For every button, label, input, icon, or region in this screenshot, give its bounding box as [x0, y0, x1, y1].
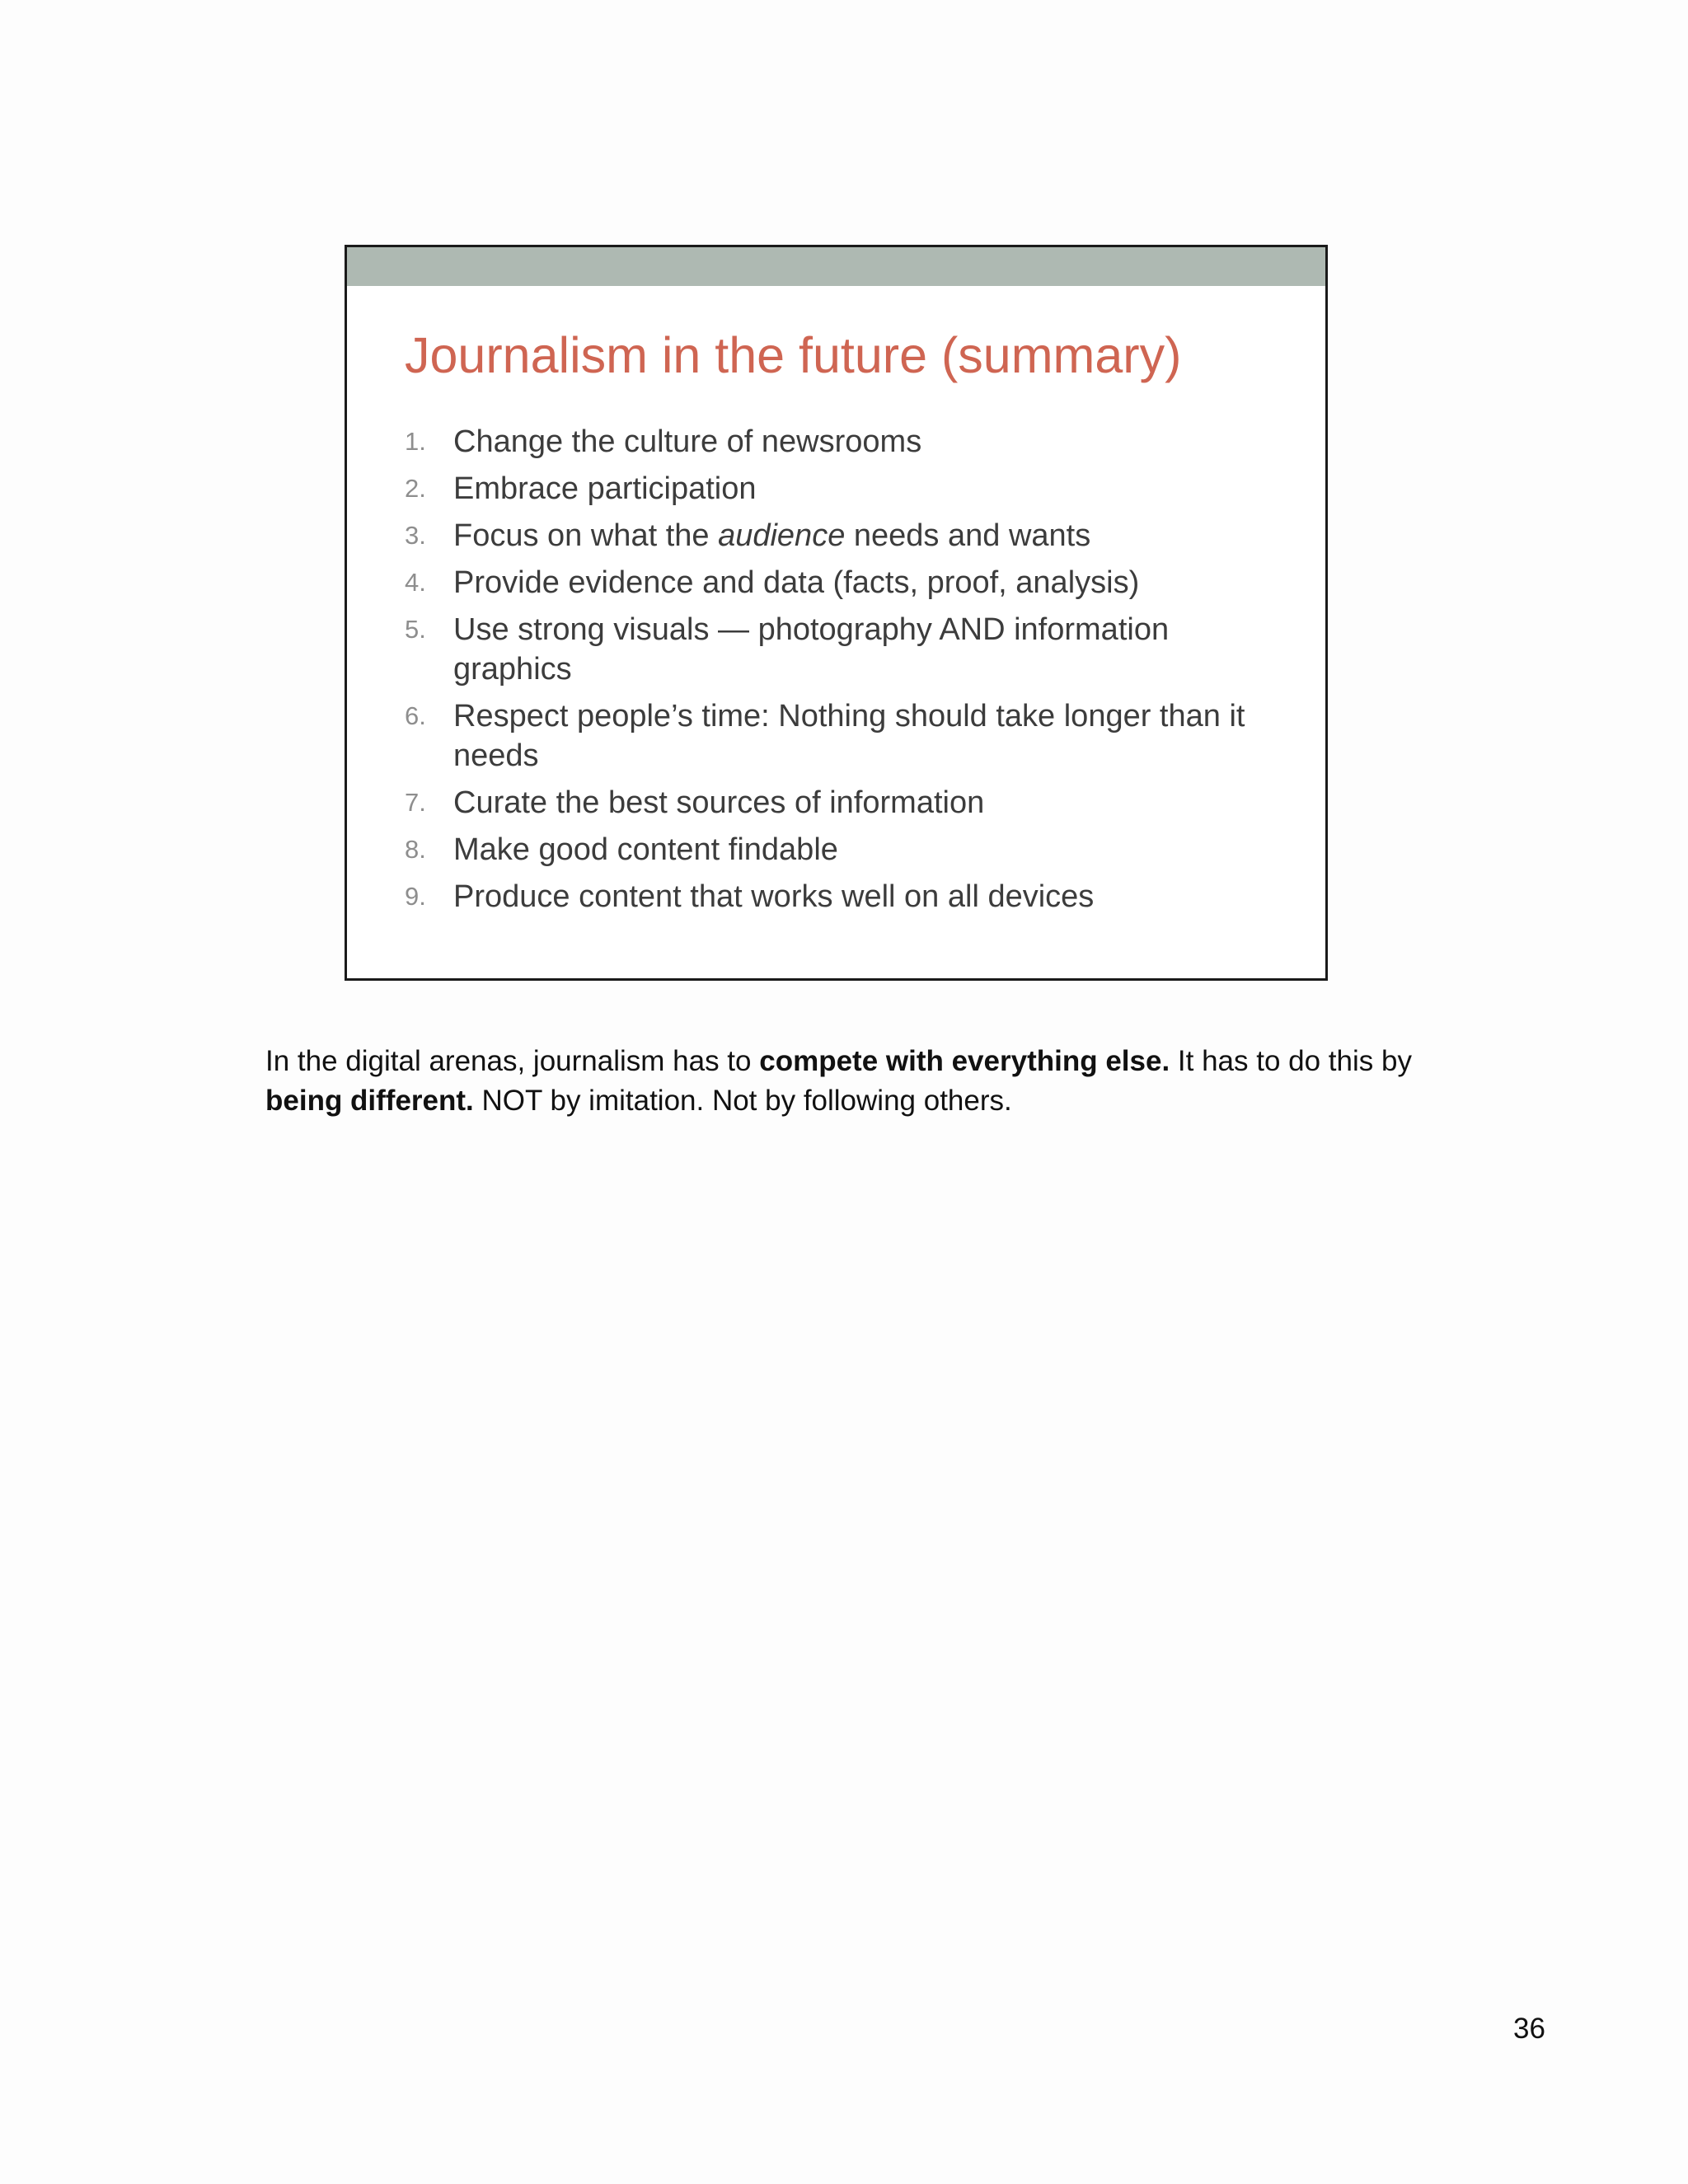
list-item-text: Embrace participation — [453, 471, 757, 506]
list-item — [405, 783, 1278, 823]
list-item — [405, 422, 1278, 462]
list-item — [405, 469, 1278, 509]
caption-text: It has to do this by — [1170, 1045, 1412, 1077]
list-item-number: 3. — [405, 521, 426, 550]
caption-bold: compete with everything else. — [759, 1045, 1170, 1077]
list-item-text: Use strong visuals — photography AND information graphics — [453, 612, 1170, 687]
slide-list — [405, 422, 1278, 924]
list-item-number: 6. — [405, 701, 426, 730]
caption-paragraph — [265, 1042, 1436, 1121]
slide-header-bar — [347, 247, 1325, 286]
list-item-text: Provide evidence and data (facts, proof, analysis) — [453, 565, 1140, 600]
list-item-text: Produce content that works well on all devices — [453, 879, 1095, 914]
list-item-number: 5. — [405, 615, 426, 644]
list-item-number: 1. — [405, 427, 426, 456]
list-item-number: 9. — [405, 882, 426, 911]
slide-image — [345, 245, 1328, 981]
list-item-text-before: Focus on what the — [453, 518, 719, 553]
list-item — [405, 877, 1278, 916]
list-item — [405, 696, 1278, 776]
list-item-emphasis: audience — [718, 518, 846, 553]
list-item-number: 8. — [405, 835, 426, 864]
list-item — [405, 830, 1278, 869]
list-item-text: Change the culture of newsrooms — [453, 424, 922, 459]
list-item — [405, 516, 1278, 555]
list-item-text: Respect people’s time: Nothing should take longer than it needs — [453, 699, 1245, 773]
caption-text: In the digital arenas, journalism has to — [265, 1045, 760, 1077]
slide-title: Journalism in the future (summary) — [405, 327, 1182, 383]
caption-text: NOT by imitation. Not by following others. — [473, 1085, 1012, 1117]
list-item-text: Curate the best sources of information — [453, 785, 985, 820]
list-item — [405, 563, 1278, 602]
list-item — [405, 610, 1278, 689]
list-item-number: 2. — [405, 474, 426, 503]
list-item-text — [453, 516, 1278, 555]
list-item-number: 4. — [405, 568, 426, 597]
page-number: 36 — [1513, 2013, 1545, 2045]
list-item-text: Make good content findable — [453, 832, 838, 867]
caption-bold: being different. — [265, 1085, 474, 1117]
list-item-number: 7. — [405, 788, 426, 817]
list-item-text-after: needs and wants — [845, 518, 1091, 553]
